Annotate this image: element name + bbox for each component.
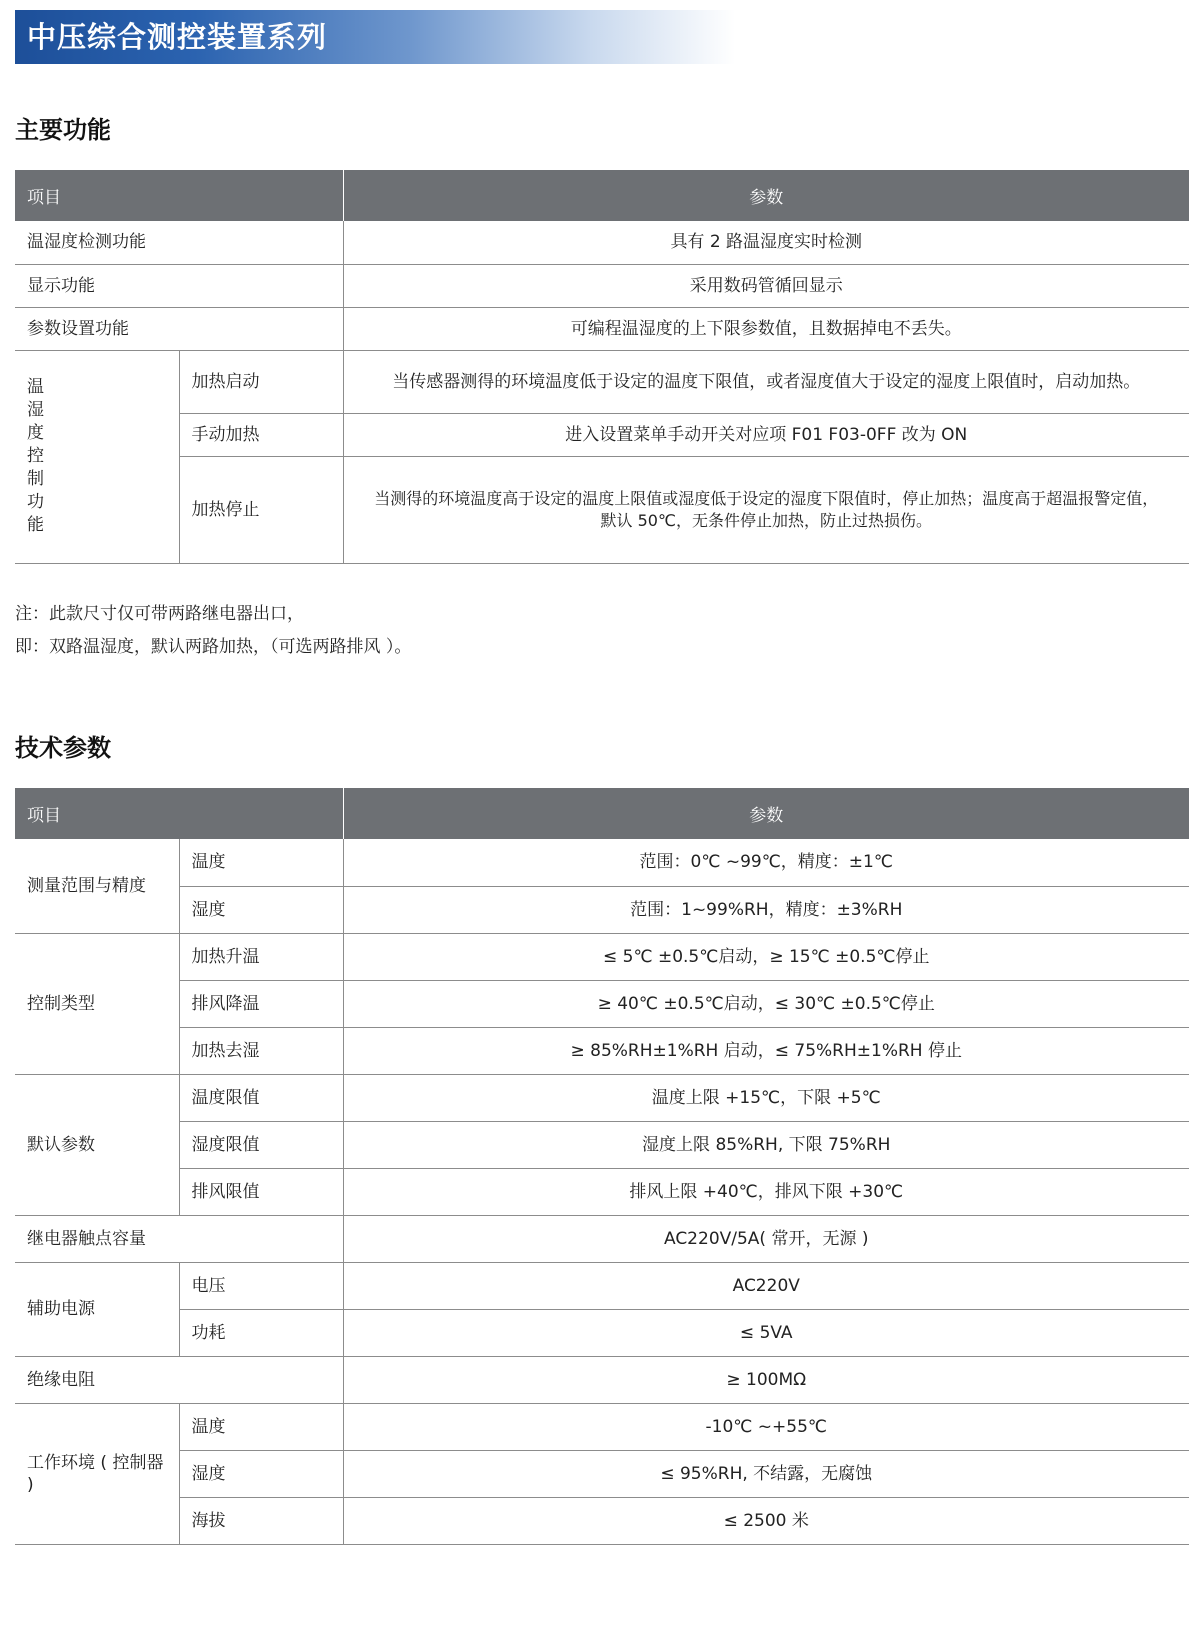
row-value: 可编程温湿度的上下限参数值，且数据掉电不丢失。 [343, 307, 1189, 350]
group-item: 测量范围与精度 [15, 839, 179, 933]
row-value: 范围：0℃ ~99℃，精度：±1℃ [343, 839, 1189, 886]
row-value: ≥ 85%RH±1%RH 启动，≤ 75%RH±1%RH 停止 [343, 1027, 1189, 1074]
table-row [15, 980, 1189, 1027]
row-value-line: 默认 50℃，无条件停止加热，防止过热损伤。 [600, 510, 932, 530]
row-sub-item: 加热去湿 [179, 1027, 343, 1074]
row-value: ≥ 40℃ ±0.5℃启动，≤ 30℃ ±0.5℃停止 [343, 980, 1189, 1027]
table-row [15, 221, 1189, 264]
banner-title: 中压综合测控装置系列 [27, 20, 328, 54]
vertical-char: 湿 [27, 400, 44, 420]
row-sub-item: 加热停止 [179, 456, 343, 563]
table-row [15, 1262, 1189, 1309]
tech-params-table [15, 788, 1189, 1545]
group-item: 默认参数 [15, 1074, 179, 1215]
row-value: 具有 2 路温湿度实时检测 [343, 221, 1189, 264]
table-row [15, 1356, 1189, 1403]
row-sub-item: 温度限值 [179, 1074, 343, 1121]
vertical-char: 度 [27, 423, 44, 443]
row-sub-item: 温度 [179, 1403, 343, 1450]
row-sub-item: 加热升温 [179, 933, 343, 980]
table-row [15, 413, 1189, 456]
table-row [15, 1309, 1189, 1356]
row-value: 采用数码管循回显示 [343, 264, 1189, 307]
header-param: 参数 [343, 170, 1189, 221]
header-param: 参数 [343, 788, 1189, 839]
row-value [343, 456, 1189, 563]
vertical-char: 制 [27, 469, 44, 489]
group-item: 继电器触点容量 [15, 1215, 343, 1262]
row-value: 湿度上限 85%RH, 下限 75%RH [343, 1121, 1189, 1168]
vertical-char: 能 [27, 515, 44, 535]
note-line: 注：此款尺寸仅可带两路继电器出口， [15, 604, 304, 624]
table-row [15, 933, 1189, 980]
title-banner [15, 10, 735, 64]
table-row [15, 1403, 1189, 1450]
table-row [15, 1215, 1189, 1262]
row-value: 范围：1~99%RH，精度：±3%RH [343, 886, 1189, 933]
table-row [15, 1497, 1189, 1544]
control-group-label [15, 350, 179, 563]
main-functions-table [15, 170, 1189, 564]
table-header-row [15, 788, 1189, 839]
table-row [15, 839, 1189, 886]
section-heading-main-functions: 主要功能 [15, 116, 111, 144]
row-value: ≤ 2500 米 [343, 1497, 1189, 1544]
row-value: AC220V [343, 1262, 1189, 1309]
row-value: ≤ 5℃ ±0.5℃启动，≥ 15℃ ±0.5℃停止 [343, 933, 1189, 980]
row-item: 显示功能 [15, 264, 343, 307]
row-value: 温度上限 +15℃，下限 +5℃ [343, 1074, 1189, 1121]
section-heading-tech-params: 技术参数 [15, 734, 111, 762]
vertical-char: 功 [27, 492, 44, 512]
row-sub-item: 温度 [179, 839, 343, 886]
table-row [15, 1168, 1189, 1215]
row-sub-item: 海拔 [179, 1497, 343, 1544]
table-header-row [15, 170, 1189, 221]
group-item: 工作环境 ( 控制器 ) [15, 1403, 179, 1544]
row-value: 当传感器测得的环境温度低于设定的温度下限值，或者湿度值大于设定的湿度上限值时，启动加热。 [343, 350, 1189, 413]
table-row [15, 1074, 1189, 1121]
row-value-line: 当测得的环境温度高于设定的温度上限值或湿度低于设定的湿度下限值时，停止加热；温度高于超温报警定值， [374, 488, 1159, 508]
row-value: AC220V/5A( 常开，无源 ) [343, 1215, 1189, 1262]
table-row [15, 1121, 1189, 1168]
row-value: ≤ 5VA [343, 1309, 1189, 1356]
row-sub-item: 排风降温 [179, 980, 343, 1027]
row-item: 参数设置功能 [15, 307, 343, 350]
table-row [15, 1450, 1189, 1497]
row-sub-item: 加热启动 [179, 350, 343, 413]
table-row [15, 886, 1189, 933]
group-item: 辅助电源 [15, 1262, 179, 1356]
row-value: -10℃ ~+55℃ [343, 1403, 1189, 1450]
table-row [15, 350, 1189, 413]
row-sub-item: 电压 [179, 1262, 343, 1309]
table-row [15, 264, 1189, 307]
group-item: 绝缘电阻 [15, 1356, 343, 1403]
row-sub-item: 手动加热 [179, 413, 343, 456]
row-sub-item: 排风限值 [179, 1168, 343, 1215]
notes [15, 598, 411, 664]
group-item: 控制类型 [15, 933, 179, 1074]
row-item: 温湿度检测功能 [15, 221, 343, 264]
row-sub-item: 湿度 [179, 886, 343, 933]
row-sub-item: 湿度 [179, 1450, 343, 1497]
header-item: 项目 [15, 170, 343, 221]
row-value: ≥ 100MΩ [343, 1356, 1189, 1403]
row-sub-item: 湿度限值 [179, 1121, 343, 1168]
table-row [15, 307, 1189, 350]
row-value: ≤ 95%RH, 不结露，无腐蚀 [343, 1450, 1189, 1497]
header-item: 项目 [15, 788, 343, 839]
row-value: 进入设置菜单手动开关对应项 F01 F03-0FF 改为 ON [343, 413, 1189, 456]
table-row [15, 456, 1189, 563]
note-line: 即：双路温湿度，默认两路加热，（可选两路排风 ）。 [15, 637, 412, 657]
vertical-char: 温 [27, 377, 44, 397]
table-row [15, 1027, 1189, 1074]
row-value: 排风上限 +40℃，排风下限 +30℃ [343, 1168, 1189, 1215]
row-sub-item: 功耗 [179, 1309, 343, 1356]
vertical-char: 控 [27, 446, 44, 466]
